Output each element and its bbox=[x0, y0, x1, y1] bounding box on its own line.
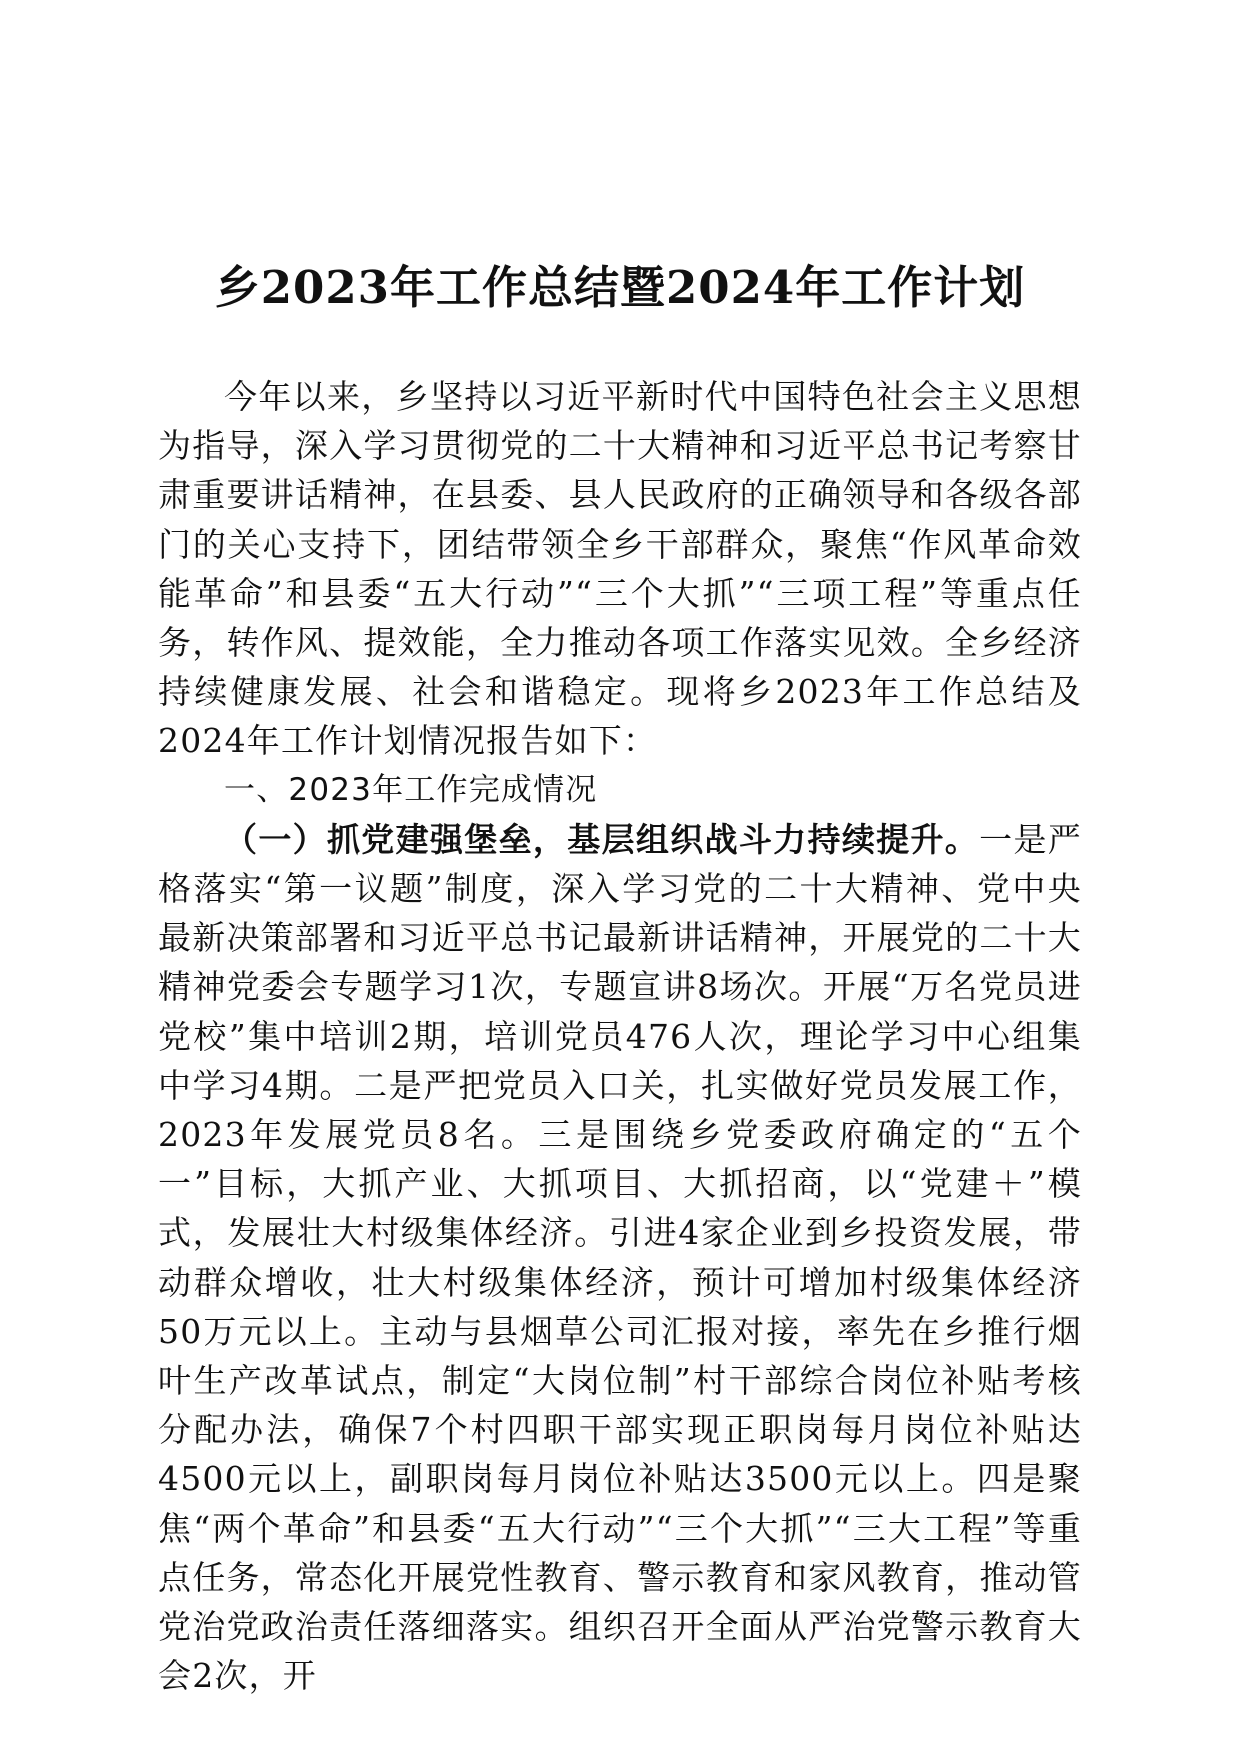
intro-paragraph: 今年以来，乡坚持以习近平新时代中国特色社会主义思想为指导，深入学习贯彻党的二十大精神和习近平总书记考察甘肃重要讲话精神，在县委、县人民政府的正确领导和各级各部门的关心支持下，团结带领全乡干部群众，聚焦“作风革命效能革命”和县委“五大行动”“三个大抓”“三项工程”等重点任务，转作风、提效能，全力推动各项工作落实见效。全乡经济持续健康发展、社会和谐稳定。现将乡2023年工作总结及2024年工作计划情况报告如下： bbox=[158, 377, 1082, 761]
section-heading: 一、2023年工作完成情况 bbox=[224, 771, 598, 808]
subsection-body: 一是严格落实“第一议题”制度，深入学习党的二十大精神、党中央最新决策部署和习近平总书记最新讲话精神，开展党的二十大精神党委会专题学习1次，专题宣讲8场次。开展“万名党员进党校”集中培训2期，培训党员476人次，理论学习中心组集中学习4期。二是严把党员入口关，扎实做好党员发展工作，2023年发展党员8名。三是围绕乡党委政府确定的“五个一”目标，大抓产业、大抓项目、大抓招商，以“党建＋”模式，发展壮大村级集体经济。引进4家企业到乡投资发展，带动群众增收，壮大村级集体经济，预计可增加村级集体经济50万元以上。主动与县烟草公司汇报对接，率先在乡推行烟叶生产改革试点，制定“大岗位制”村干部综合岗位补贴考核分配办法，确保7个村四职干部实现正职岗每月岗位补贴达4500元以上，副职岗每月岗位补贴达3500元以上。四是聚焦“两个革命”和县委“五大行动”“三个大抓”“三大工程”等重点任务，常态化开展党性教育、警示教育和家风教育，推动管党治党政治责任落细落实。组织召开全面从严治党警示教育大会2次，开 bbox=[158, 819, 1082, 1696]
subsection-paragraph bbox=[158, 815, 1082, 1701]
document-title: 乡2023年工作总结暨2024年工作计划 bbox=[214, 261, 1026, 315]
subsection-heading: （一）抓党建强堡垒，基层组织战斗力持续提升。 bbox=[224, 819, 980, 859]
document-body bbox=[158, 372, 1082, 1700]
